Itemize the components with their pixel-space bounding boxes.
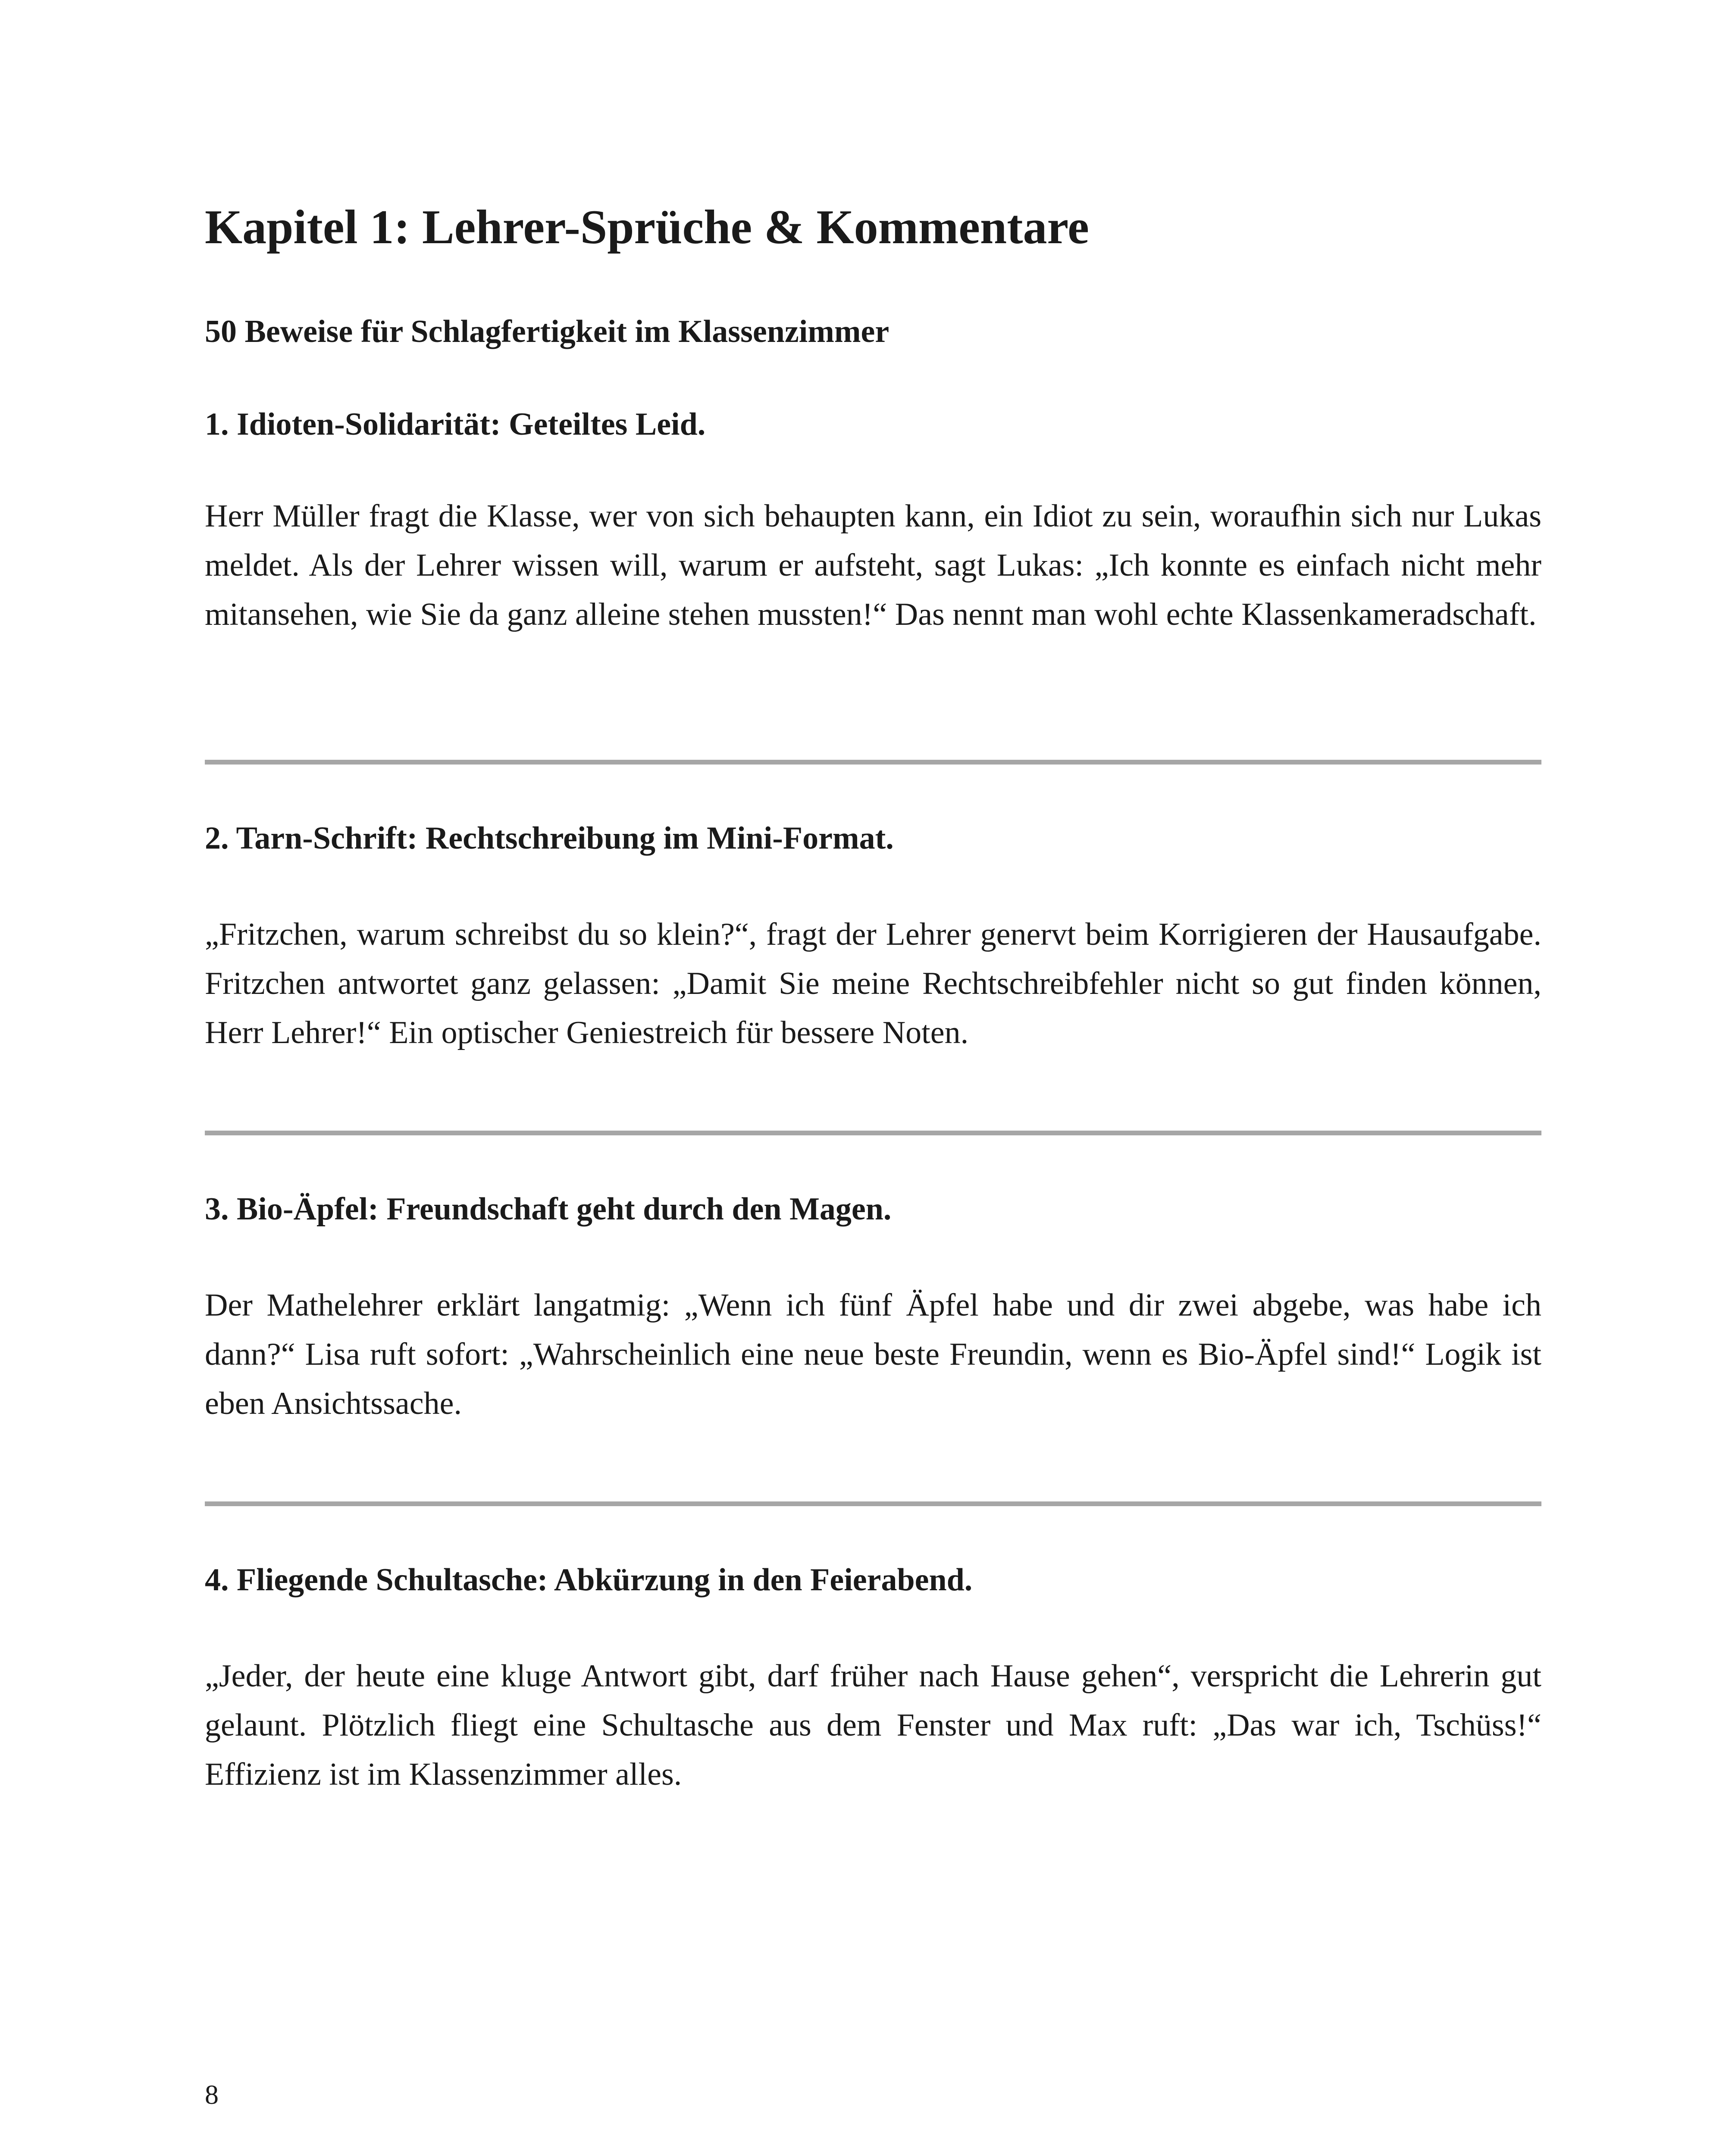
entry-text-1: Herr Müller fragt die Klasse, wer von sich behaupten kann, ein Idiot zu sein, woraufhin sich nur Lukas meldet. Als der Lehrer wissen will, warum er aufsteht, sagt Lukas: „Ich konnte es einfach nicht mehr mitansehen, wie Sie da ganz alleine stehen mussten!“ Das nennt man wohl echte Klassenkameradschaft. <box>205 498 1541 632</box>
chapter-subtitle: 50 Beweise für Schlagfertigkeit im Klassenzimmer <box>205 314 889 349</box>
entry-text-3: Der Mathelehrer erklärt langatmig: „Wenn ich fünf Äpfel habe und dir zwei abgebe, was habe ich dann?“ Lisa ruft sofort: „Wahrscheinlich eine neue beste Freundin, wenn es Bio-Äpfel sind!“ Logik ist eben Ansichtssache. <box>205 1288 1541 1421</box>
entry-title-4: 4. Fliegende Schultasche: Abkürzung in den Feierabend. <box>205 1562 973 1598</box>
page-number: 8 <box>205 2079 219 2110</box>
section-divider <box>205 1501 1541 1506</box>
section-divider <box>205 1131 1541 1135</box>
section-divider <box>205 760 1541 765</box>
document-page <box>205 0 1541 2156</box>
entry-title-2: 2. Tarn-Schrift: Rechtschreibung im Mini-Format. <box>205 821 894 856</box>
chapter-title: Kapitel 1: Lehrer-Sprüche & Kommentare <box>205 201 1089 254</box>
entry-text-4: „Jeder, der heute eine kluge Antwort gibt, darf früher nach Hause gehen“, verspricht die Lehrerin gut gelaunt. Plötzlich fliegt eine Schultasche aus dem Fenster und Max ruft: „Das war ich, Tschüss!“ Effizienz ist im Klassenzimmer alles. <box>205 1658 1541 1792</box>
entry-title-3: 3. Bio-Äpfel: Freundschaft geht durch den Magen. <box>205 1191 892 1227</box>
entry-title-1: 1. Idioten-Solidarität: Geteiltes Leid. <box>205 407 706 442</box>
entry-text-2: „Fritzchen, warum schreibst du so klein?“, fragt der Lehrer genervt beim Korrigieren der Hausaufgabe. Fritzchen antwortet ganz gelassen: „Damit Sie meine Rechtschreibfehler nicht so gut finden können, Herr Lehrer!“ Ein optischer Geniestreich für bessere Noten. <box>205 917 1541 1050</box>
